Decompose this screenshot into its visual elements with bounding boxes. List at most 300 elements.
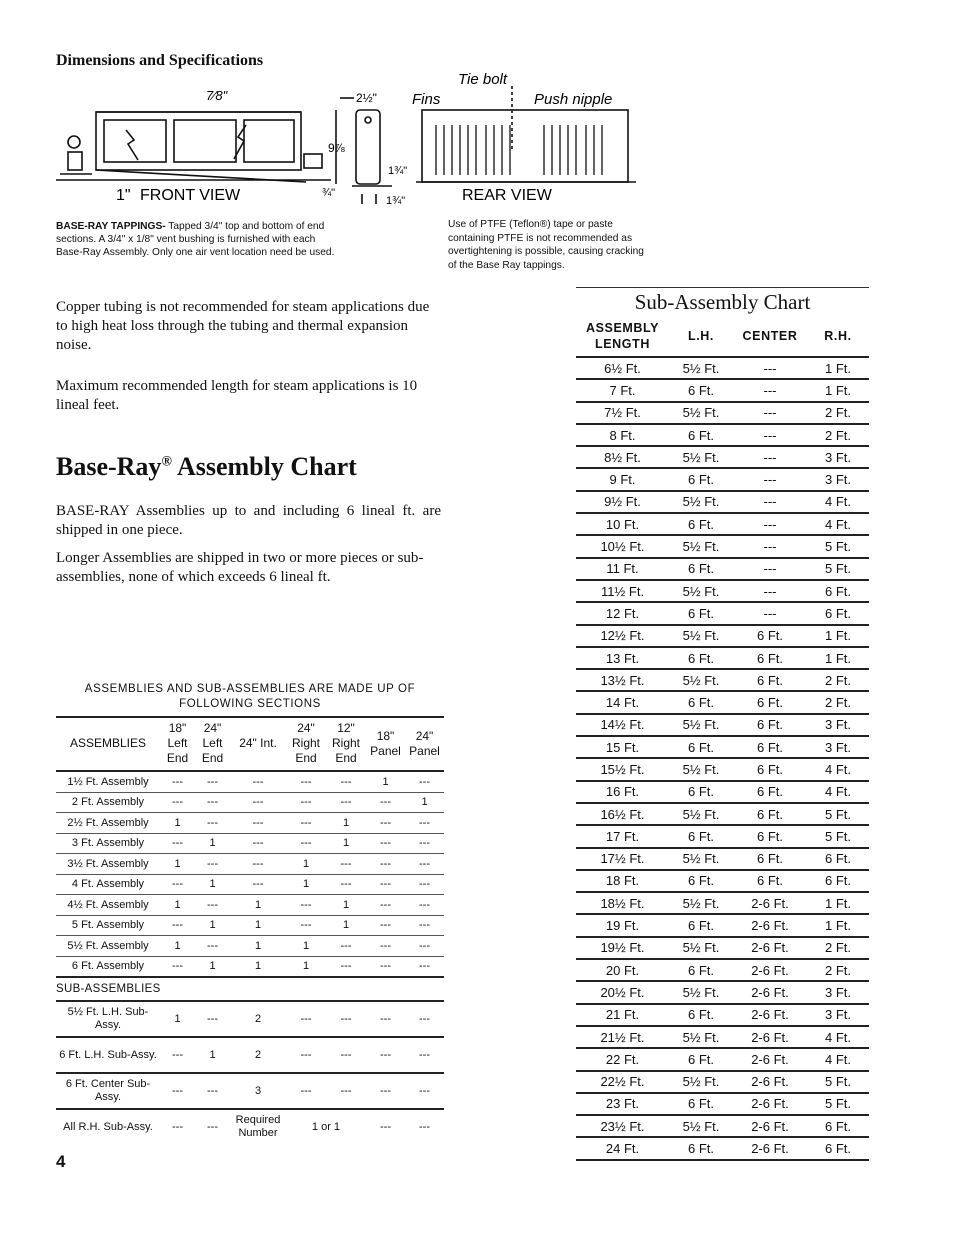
cell: 2 Ft. xyxy=(807,669,869,691)
table-row xyxy=(576,491,869,513)
table-row xyxy=(56,895,444,916)
cell: 2-6 Ft. xyxy=(733,981,807,1003)
cell: 18½ Ft. xyxy=(576,892,669,914)
cell: --- xyxy=(405,915,444,936)
cell: 5½ Ft. xyxy=(669,937,733,959)
cell: 6 Ft. xyxy=(669,825,733,847)
sub-assemblies-heading: SUB-ASSEMBLIES xyxy=(56,977,444,1001)
cell: 14 Ft. xyxy=(576,691,669,713)
cell: 21 Ft. xyxy=(576,1004,669,1026)
cell: 4 Ft. xyxy=(807,1048,869,1070)
table-row xyxy=(576,848,869,870)
cell: --- xyxy=(366,813,405,834)
cell: 6 Ft. xyxy=(733,781,807,803)
cell: --- xyxy=(733,379,807,401)
cell: 6 Ft. xyxy=(733,803,807,825)
cell: --- xyxy=(366,1001,405,1037)
table-row xyxy=(576,424,869,446)
cell: --- xyxy=(195,936,230,957)
cell: 5 Ft. Assembly xyxy=(56,915,160,936)
cell: All R.H. Sub-Assy. xyxy=(63,1120,153,1133)
col-header: 18" Panel xyxy=(366,717,405,771)
cell: 24 Ft. xyxy=(576,1137,669,1159)
cell: 1 xyxy=(160,813,195,834)
cell: 5½ Ft. xyxy=(669,1026,733,1048)
cell: 1 xyxy=(160,936,195,957)
cell: 5 Ft. xyxy=(807,1093,869,1115)
cell: 8½ Ft. xyxy=(576,446,669,468)
cell: 5½ Ft. xyxy=(669,981,733,1003)
table-row xyxy=(576,781,869,803)
front-view-label: FRONT VIEW xyxy=(140,187,241,204)
sub-chart-top-rule xyxy=(576,287,869,288)
cell: --- xyxy=(405,1001,444,1037)
table-row xyxy=(56,1109,444,1144)
cell: 23½ Ft. xyxy=(576,1115,669,1137)
cell: --- xyxy=(230,792,286,813)
assemblies-table-caption: ASSEMBLIES AND SUB-ASSEMBLIES ARE MADE UP OF FOLLOWING SECTIONS xyxy=(84,683,416,710)
cell: --- xyxy=(195,895,230,916)
col-header: 12" Right End xyxy=(326,717,366,771)
table-row xyxy=(576,580,869,602)
cell: --- xyxy=(286,1073,326,1109)
table-row xyxy=(56,792,444,813)
assemblies-sections-table xyxy=(56,716,444,1144)
cell: --- xyxy=(405,771,444,792)
table-row xyxy=(56,854,444,875)
cell: 2-6 Ft. xyxy=(733,1026,807,1048)
cell: 16 Ft. xyxy=(576,781,669,803)
cell: 1 xyxy=(195,833,230,854)
cell: 2 Ft. xyxy=(807,937,869,959)
cell: --- xyxy=(207,1121,218,1133)
cell: --- xyxy=(326,874,366,895)
cell: 19½ Ft. xyxy=(576,937,669,959)
cell: 12½ Ft. xyxy=(576,625,669,647)
cell: 6 Ft. xyxy=(669,781,733,803)
fins-label: Fins xyxy=(412,91,441,108)
cell: --- xyxy=(286,1001,326,1037)
cell: --- xyxy=(733,468,807,490)
cell: 2 Ft. Assembly xyxy=(56,792,160,813)
cell: 4 Ft. xyxy=(807,1026,869,1048)
col-header: 18" Left End xyxy=(160,717,195,771)
cell: 5½ Ft. xyxy=(669,357,733,379)
col-header: CENTER xyxy=(733,318,807,357)
cell: 5½ Ft. xyxy=(669,491,733,513)
cell: --- xyxy=(286,895,326,916)
cell: 2-6 Ft. xyxy=(733,1048,807,1070)
cell: --- xyxy=(326,771,366,792)
cell: 6 Ft. xyxy=(669,914,733,936)
table-row xyxy=(576,625,869,647)
cell: 2 Ft. xyxy=(807,691,869,713)
cell: 5½ Ft. xyxy=(669,535,733,557)
cell: 4 Ft. xyxy=(807,513,869,535)
cell: 13 Ft. xyxy=(576,647,669,669)
table-row xyxy=(56,874,444,895)
cell: 5½ Ft. xyxy=(669,1071,733,1093)
cell: 22½ Ft. xyxy=(576,1071,669,1093)
sub-assemblies-heading-row xyxy=(56,977,444,1001)
cell: 2½ Ft. Assembly xyxy=(56,813,160,834)
cell: --- xyxy=(405,956,444,977)
col-header: L.H. xyxy=(669,318,733,357)
cell: 3 Ft. xyxy=(807,981,869,1003)
table-row xyxy=(576,357,869,379)
cell: --- xyxy=(286,1037,326,1073)
cell: 5 Ft. xyxy=(807,1071,869,1093)
table-row xyxy=(576,803,869,825)
cell: 2-6 Ft. xyxy=(733,914,807,936)
cell: 5½ Ft. xyxy=(669,714,733,736)
table-row xyxy=(56,1073,444,1109)
table-row xyxy=(56,936,444,957)
table-row xyxy=(576,914,869,936)
cell: 12 Ft. xyxy=(576,602,669,624)
cell: 15½ Ft. xyxy=(576,758,669,780)
cell: --- xyxy=(733,558,807,580)
cell: 2-6 Ft. xyxy=(733,1004,807,1026)
cell: 1 xyxy=(195,915,230,936)
cell: 1 xyxy=(286,874,326,895)
cell: 6 Ft. Center Sub-Assy. xyxy=(56,1073,160,1109)
cell: --- xyxy=(366,1073,405,1109)
cell: 1 Ft. xyxy=(807,892,869,914)
cell: --- xyxy=(366,854,405,875)
cell: 6 Ft. xyxy=(807,1115,869,1137)
cell: --- xyxy=(733,402,807,424)
cell: --- xyxy=(733,357,807,379)
table-row xyxy=(576,558,869,580)
cell: 5½ Ft. L.H. Sub-Assy. xyxy=(56,1001,160,1037)
cell: --- xyxy=(160,771,195,792)
table-row xyxy=(576,402,869,424)
cell: 1 xyxy=(195,956,230,977)
cell: --- xyxy=(230,833,286,854)
cell: --- xyxy=(366,956,405,977)
cell: 3 Ft. xyxy=(807,468,869,490)
cell: --- xyxy=(195,854,230,875)
cell: --- xyxy=(405,936,444,957)
cell: --- xyxy=(195,792,230,813)
ptfe-note: Use of PTFE (Teflon®) tape or paste containing PTFE is not recommended as overtightening is possible, causing cracking of the Base Ray tappings. xyxy=(448,219,644,271)
cell: 6 Ft. xyxy=(669,1093,733,1115)
tappings-note-text: Tapped 3/4" top and bottom of end sections. A 3/4" x 1/8" vent bushing is furnished with each Base-Ray Assembly. Only one air vent location need be used. xyxy=(56,221,335,258)
col-header: ASSEMBLIES xyxy=(56,717,160,771)
cell: 3 xyxy=(230,1073,286,1109)
table-row xyxy=(56,813,444,834)
drawing-label-two-half: 2½" xyxy=(356,91,377,105)
cell: 9 Ft. xyxy=(576,468,669,490)
cell: 2-6 Ft. xyxy=(733,959,807,981)
cell: 10½ Ft. xyxy=(576,535,669,557)
cell: --- xyxy=(733,602,807,624)
cell: 2-6 Ft. xyxy=(733,1115,807,1137)
cell: --- xyxy=(326,936,366,957)
table-row xyxy=(576,647,869,669)
cell: --- xyxy=(733,535,807,557)
drawing-label-one-inch: 1" xyxy=(116,187,131,204)
table-row xyxy=(576,959,869,981)
cell: 2-6 Ft. xyxy=(733,1093,807,1115)
col-header: ASSEMBLY LENGTH xyxy=(576,318,669,357)
table-row xyxy=(56,771,444,792)
cell: 4 Ft. xyxy=(807,491,869,513)
cell: 14½ Ft. xyxy=(576,714,669,736)
cell: 3½ Ft. Assembly xyxy=(56,854,160,875)
cell: 1 Ft. xyxy=(807,379,869,401)
cell: --- xyxy=(230,874,286,895)
table-row xyxy=(576,981,869,1003)
cell: 20½ Ft. xyxy=(576,981,669,1003)
cell: 3 Ft. xyxy=(807,446,869,468)
cell: 5½ Ft. xyxy=(669,446,733,468)
table-row xyxy=(576,825,869,847)
cell: --- xyxy=(230,854,286,875)
cell: 2 xyxy=(230,1037,286,1073)
cell: 1 xyxy=(286,956,326,977)
cell: 1 Ft. xyxy=(807,625,869,647)
cell: 6 Ft. xyxy=(669,647,733,669)
cell: --- xyxy=(326,956,366,977)
tappings-note xyxy=(56,220,336,259)
cell: 20 Ft. xyxy=(576,959,669,981)
max-length-paragraph: Maximum recommended length for steam applications is 10 lineal feet. xyxy=(56,378,418,413)
assembly-chart-title xyxy=(56,452,357,482)
cell: 1 xyxy=(230,915,286,936)
cell: 1 xyxy=(230,956,286,977)
table-header-row xyxy=(56,717,444,771)
cell: --- xyxy=(366,874,405,895)
cell: --- xyxy=(195,813,230,834)
cell: 10 Ft. xyxy=(576,513,669,535)
cell: 1 Ft. xyxy=(807,914,869,936)
cell: 6 Ft. xyxy=(669,468,733,490)
table-row xyxy=(56,915,444,936)
cell: 5½ Ft. xyxy=(669,669,733,691)
cell: 6 Ft. xyxy=(733,669,807,691)
table-row xyxy=(576,468,869,490)
cell: 1 xyxy=(326,915,366,936)
base-ray-technical-drawing xyxy=(56,70,636,210)
table-row xyxy=(576,602,869,624)
cell: 6 Ft. Assembly xyxy=(56,956,160,977)
drawing-label-one-three-quarter-a: 1¾" xyxy=(388,165,408,177)
cell: --- xyxy=(405,854,444,875)
cell: --- xyxy=(286,813,326,834)
cell: 5 Ft. xyxy=(807,535,869,557)
cell: 5½ Ft. xyxy=(669,625,733,647)
cell: 4½ Ft. Assembly xyxy=(56,895,160,916)
table-row xyxy=(576,1004,869,1026)
cell: 6 Ft. xyxy=(669,513,733,535)
cell: 2 xyxy=(230,1001,286,1037)
cell: 4 Ft. xyxy=(807,781,869,803)
cell: 17 Ft. xyxy=(576,825,669,847)
cell: --- xyxy=(326,854,366,875)
cell: Required Number xyxy=(235,1114,281,1139)
registered-mark: ® xyxy=(161,454,172,470)
drawing-label-nine-seven-eighths: 9⅞ xyxy=(328,141,345,155)
cell: --- xyxy=(286,833,326,854)
cell: --- xyxy=(380,1121,391,1133)
table-row xyxy=(56,833,444,854)
table-row xyxy=(576,714,869,736)
cell: 6 Ft. xyxy=(807,1137,869,1159)
table-row xyxy=(576,1137,869,1159)
cell: 6 Ft. xyxy=(733,714,807,736)
cell: --- xyxy=(366,833,405,854)
cell: 6 Ft. xyxy=(669,424,733,446)
cell: --- xyxy=(419,1121,430,1133)
table-row xyxy=(576,1026,869,1048)
cell: --- xyxy=(195,771,230,792)
cell: 1 xyxy=(230,895,286,916)
cell: --- xyxy=(733,446,807,468)
cell: --- xyxy=(286,792,326,813)
cell: 1 xyxy=(160,854,195,875)
cell: 15 Ft. xyxy=(576,736,669,758)
drawing-label-one-three-quarter-b: 1¾" xyxy=(386,195,406,207)
cell: 6 Ft. xyxy=(807,580,869,602)
cell: --- xyxy=(366,915,405,936)
cell: 1 xyxy=(230,936,286,957)
cell: --- xyxy=(286,771,326,792)
cell: 6 Ft. xyxy=(669,870,733,892)
cell: 1 xyxy=(326,833,366,854)
cell: 5 Ft. xyxy=(807,803,869,825)
table-row xyxy=(576,1048,869,1070)
col-header: 24" Panel xyxy=(405,717,444,771)
cell: 6 Ft. L.H. Sub-Assy. xyxy=(56,1037,160,1073)
cell: 2 Ft. xyxy=(807,959,869,981)
cell: 11½ Ft. xyxy=(576,580,669,602)
cell: --- xyxy=(366,895,405,916)
push-nipple-label: Push nipple xyxy=(534,91,613,108)
cell: 3 Ft. xyxy=(807,736,869,758)
col-header: R.H. xyxy=(807,318,869,357)
cell: --- xyxy=(405,833,444,854)
cell: 4 Ft. Assembly xyxy=(56,874,160,895)
table-header-row xyxy=(576,318,869,357)
cell: --- xyxy=(160,1037,195,1073)
cell: 5½ Ft. xyxy=(669,848,733,870)
cell: 21½ Ft. xyxy=(576,1026,669,1048)
table-row xyxy=(576,892,869,914)
cell: 5½ Ft. xyxy=(669,758,733,780)
cell: 2-6 Ft. xyxy=(733,1071,807,1093)
table-row xyxy=(576,513,869,535)
cell: 1 xyxy=(366,771,405,792)
cell: 5 Ft. xyxy=(807,558,869,580)
cell: --- xyxy=(172,1121,183,1133)
cell: 6 Ft. xyxy=(733,758,807,780)
table-row xyxy=(576,870,869,892)
cell: 11 Ft. xyxy=(576,558,669,580)
cell: 1½ Ft. Assembly xyxy=(56,771,160,792)
table-row xyxy=(56,1001,444,1037)
cell: --- xyxy=(366,792,405,813)
sub-chart-body xyxy=(576,357,869,1160)
cell: 6 Ft. xyxy=(733,625,807,647)
cell: --- xyxy=(366,936,405,957)
copper-tubing-paragraph: Copper tubing is not recommended for steam applications due to high heat loss through the tubing and thermal expansion noise. xyxy=(56,299,430,353)
page-number: 4 xyxy=(56,1152,66,1171)
table-row xyxy=(576,691,869,713)
cell: 6 Ft. xyxy=(669,558,733,580)
assembly-title-rest: Assembly Chart xyxy=(171,452,357,481)
cell: 5½ Ft. xyxy=(669,402,733,424)
cell: 6 Ft. xyxy=(807,602,869,624)
cell: 1 xyxy=(405,792,444,813)
cell: 7½ Ft. xyxy=(576,402,669,424)
cell: --- xyxy=(405,874,444,895)
cell: --- xyxy=(366,1037,405,1073)
cell: 1 or 1 xyxy=(311,1121,341,1133)
cell: 6 Ft. xyxy=(733,691,807,713)
section-heading-dimensions: Dimensions and Specifications xyxy=(56,52,264,69)
cell: 1 xyxy=(160,1001,195,1037)
cell: 17½ Ft. xyxy=(576,848,669,870)
cell: --- xyxy=(733,580,807,602)
cell: 1 xyxy=(286,936,326,957)
cell: --- xyxy=(160,956,195,977)
cell: --- xyxy=(733,491,807,513)
cell: 6 Ft. xyxy=(669,959,733,981)
cell: 3 Ft. Assembly xyxy=(56,833,160,854)
cell: 1 xyxy=(160,895,195,916)
cell: --- xyxy=(405,1037,444,1073)
table-row xyxy=(576,736,869,758)
cell: --- xyxy=(733,513,807,535)
cell: --- xyxy=(160,833,195,854)
table-row xyxy=(56,956,444,977)
cell: 16½ Ft. xyxy=(576,803,669,825)
table-row xyxy=(576,1093,869,1115)
cell: 8 Ft. xyxy=(576,424,669,446)
table-row xyxy=(576,758,869,780)
cell: 6 Ft. xyxy=(733,736,807,758)
cell: 6 Ft. xyxy=(669,1137,733,1159)
table-row xyxy=(576,669,869,691)
cell: --- xyxy=(160,915,195,936)
cell: 23 Ft. xyxy=(576,1093,669,1115)
cell: --- xyxy=(326,1001,366,1037)
cell: 2-6 Ft. xyxy=(733,1137,807,1159)
rear-view-label: REAR VIEW xyxy=(462,187,552,204)
sub-assembly-chart-table xyxy=(576,318,869,1161)
cell: 5½ Ft. xyxy=(669,580,733,602)
cell: 5½ Ft. xyxy=(669,892,733,914)
cell: --- xyxy=(733,424,807,446)
cell: --- xyxy=(160,874,195,895)
cell: 6½ Ft. xyxy=(576,357,669,379)
col-header: 24" Left End xyxy=(195,717,230,771)
cell: 6 Ft. xyxy=(669,736,733,758)
col-header: 24" Int. xyxy=(230,717,286,771)
cell: --- xyxy=(326,1037,366,1073)
drawing-label-seven-eighths: 7⁄8" xyxy=(206,88,228,103)
cell: 5½ Ft. xyxy=(669,1115,733,1137)
cell: 6 Ft. xyxy=(669,379,733,401)
cell: 6 Ft. xyxy=(733,647,807,669)
cell: 13½ Ft. xyxy=(576,669,669,691)
cell: 1 xyxy=(326,813,366,834)
cell: 2 Ft. xyxy=(807,402,869,424)
cell: --- xyxy=(405,813,444,834)
cell: 6 Ft. xyxy=(807,848,869,870)
